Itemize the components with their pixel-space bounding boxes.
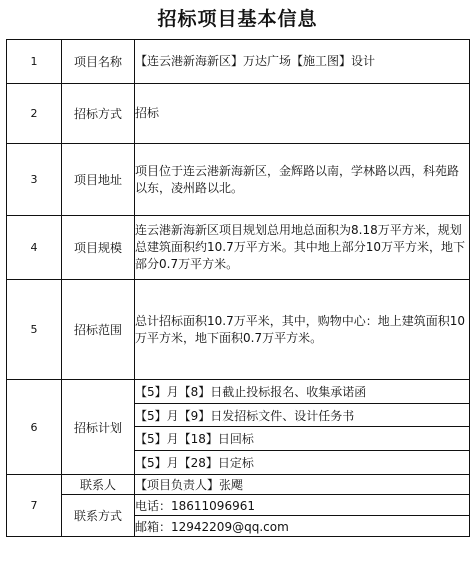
table-row xyxy=(7,84,470,144)
field-label: 招标方式 xyxy=(62,84,135,144)
row-number: 7 xyxy=(7,475,62,537)
field-value: 总计招标面积10.7万平米，其中，购物中心：地上建筑面积10万平方米，地下面积0.7万平方米。 xyxy=(135,280,470,380)
row-number: 6 xyxy=(7,380,62,475)
field-label: 项目地址 xyxy=(62,144,135,216)
info-table xyxy=(6,39,470,537)
field-label: 招标范围 xyxy=(62,280,135,380)
row-number: 5 xyxy=(7,280,62,380)
field-value: 连云港新海新区项目规划总用地总面积为8.18万平方米，规划总建筑面积约10.7万平方米。其中地上部分10万平方米，地下部分0.7万平方米。 xyxy=(135,216,470,280)
table-row xyxy=(7,475,470,495)
table-row xyxy=(7,280,470,380)
row-number: 1 xyxy=(7,40,62,84)
row-number: 2 xyxy=(7,84,62,144)
plan-item: 【5】月【28】日定标 xyxy=(135,451,470,475)
field-value: 【连云港新海新区】万达广场【施工图】设计 xyxy=(135,40,470,84)
table-row xyxy=(7,495,470,516)
field-label: 联系方式 xyxy=(62,495,135,537)
page-title: 招标项目基本信息 xyxy=(157,8,318,30)
plan-item: 【5】月【8】日截止投标报名、收集承诺函 xyxy=(135,380,470,404)
field-value: 招标 xyxy=(135,84,470,144)
table-row xyxy=(7,144,470,216)
field-label: 项目规模 xyxy=(62,216,135,280)
field-label: 招标计划 xyxy=(62,380,135,475)
row-number: 4 xyxy=(7,216,62,280)
table-row xyxy=(7,216,470,280)
table-row xyxy=(7,40,470,84)
plan-item: 【5】月【9】日发招标文件、设计任务书 xyxy=(135,404,470,427)
plan-item: 【5】月【18】日回标 xyxy=(135,427,470,451)
field-label: 项目名称 xyxy=(62,40,135,84)
table-row xyxy=(7,380,470,404)
contact-phone: 电话：18611096961 xyxy=(135,495,470,516)
field-label: 联系人 xyxy=(62,475,135,495)
row-number: 3 xyxy=(7,144,62,216)
field-value: 项目位于连云港新海新区，金辉路以南，学林路以西，科苑路以东，凌州路以北。 xyxy=(135,144,470,216)
contact-email: 邮箱：12942209@qq.com xyxy=(135,516,470,537)
contact-person: 【项目负责人】张飔 xyxy=(135,475,470,495)
